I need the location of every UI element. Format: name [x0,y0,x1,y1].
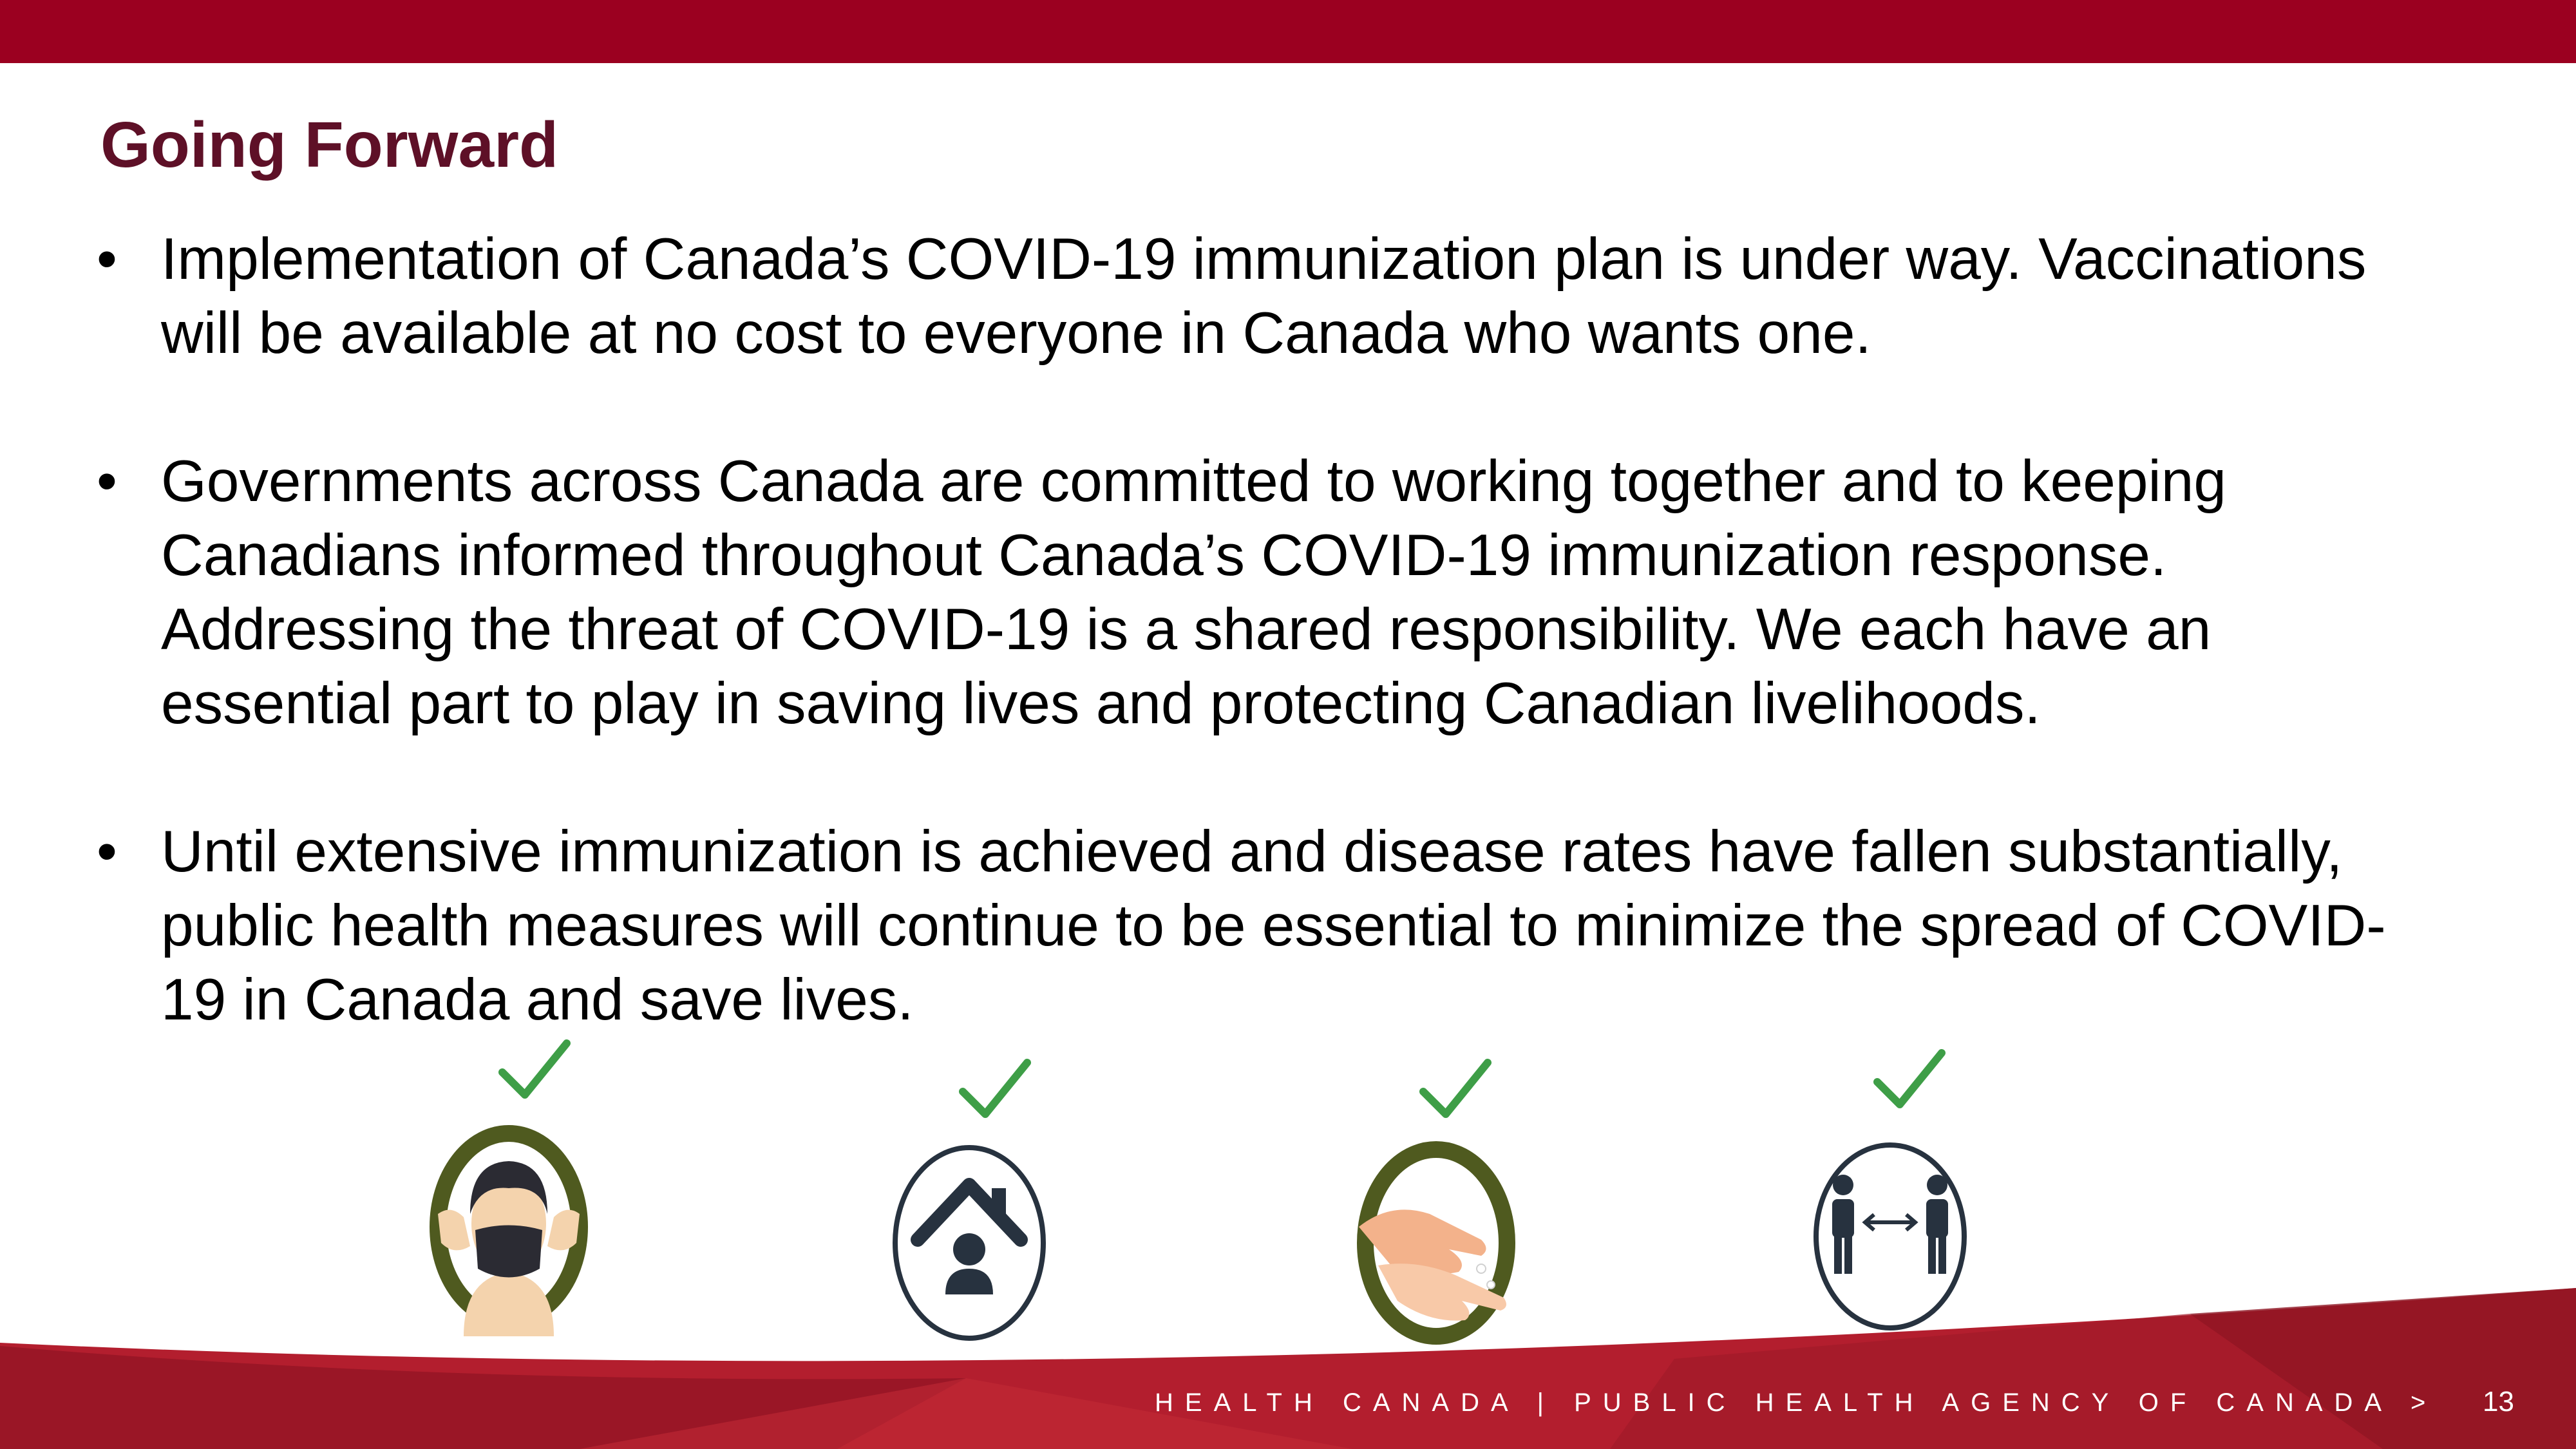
bullet-text: Implementation of Canada’s COVID-19 immunization plan is under way. Vaccinations will be available at no cost to everyone in Canada who wants one. [161,227,2367,366]
bullet-dot: • [97,819,117,884]
bullet-dot: • [97,227,117,292]
page-number: 13 [2483,1386,2514,1417]
slide-title: Going Forward [100,109,559,181]
footer-agency-text: HEALTH CANADA | PUBLIC HEALTH AGENCY OF CANADA > [1155,1388,2438,1417]
bullet-text: Governments across Canada are committed to working together and to keeping Canadians informed throughout Canada’s COVID-19 immunization response. Addressing the threat of COVID-19 is a shared responsibility. We each have an essential part to play in saving lives and protecting Canadian livelihoods. [161,449,2226,736]
bullet-text: Until extensive immunization is achieved and disease rates have fallen substantially, public health measures will continue to be essential to minimize the spread of COVID-19 in Canada and save lives. [161,819,2386,1032]
bullet-dot: • [97,449,117,514]
